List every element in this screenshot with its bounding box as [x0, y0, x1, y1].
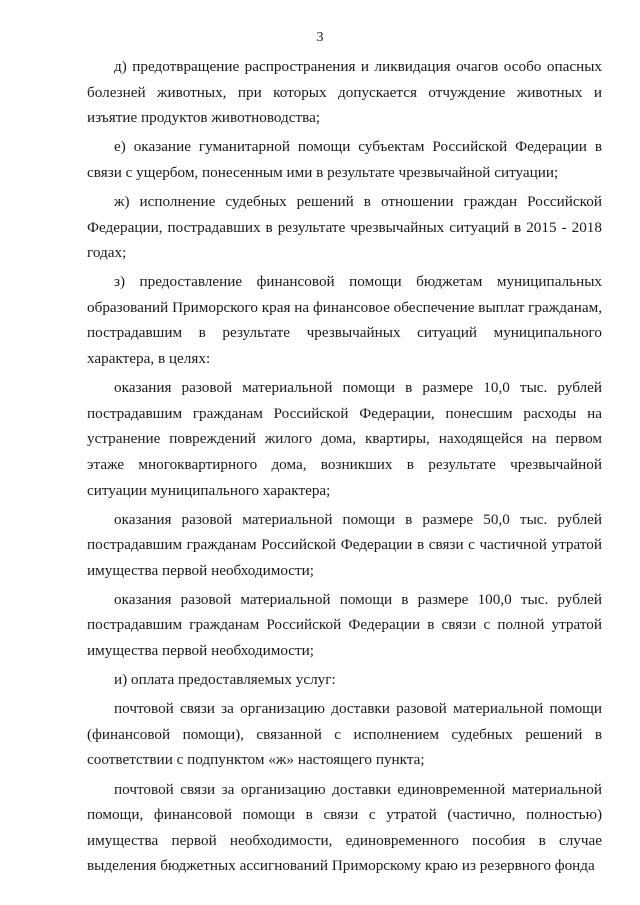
page-number: 3 — [316, 30, 324, 45]
paragraph-i-item-1: почтовой связи за организацию доставки разовой материальной помощи (финансовой помощи), связанной с исполнением судебных решений в соответствии с подпунктом «ж» настоящего пункта; — [87, 700, 602, 769]
paragraph-d: д) предотвращение распространения и ликвидация очагов особо опасных болезней животных, при которых допускается отчуждение животных и изъятие продуктов животноводства; — [87, 58, 602, 127]
paragraph-z-item-3: оказания разовой материальной помощи в размере 100,0 тыс. рублей пострадавшим гражданам Российской Федерации в связи с полной утратой имущества первой необходимости; — [87, 590, 602, 660]
paragraph-zh: ж) исполнение судебных решений в отношении граждан Российской Федерации, пострадавших в результате чрезвычайных ситуаций в 2015 - 2018 годах; — [87, 192, 602, 262]
paragraph-z-item-2: оказания разовой материальной помощи в размере 50,0 тыс. рублей пострадавшим гражданам Российской Федерации в связи с частичной утратой имущества первой необходимости; — [87, 510, 602, 579]
paragraph-z-item-1: оказания разовой материальной помощи в размере 10,0 тыс. рублей пострадавшим гражданам Российской Федерации, понесшим расходы на устранение повреждений жилого дома, квартиры, находящейся на первом этаже многоквартирного дома, возникших в результате чрезвычайной ситуации муниципального характера; — [87, 379, 602, 499]
paragraph-i-item-2: почтовой связи за организацию доставки единовременной материальной помощи, финансовой помощи в связи с утратой (частично, полностью) имущества первой необходимости, единовременного пособия в случае выделения бюджетных ассигнований Приморскому краю из резервного фонда — [87, 780, 602, 875]
document-body — [87, 54, 602, 882]
paragraph-z: з) предоставление финансовой помощи бюджетам муниципальных образований Приморского края на финансовое обеспечение выплат гражданам, пострадавшим в результате чрезвычайных ситуаций муниципального характера, в целях: — [87, 273, 602, 368]
paragraph-i: и) оплата предоставляемых услуг: — [114, 671, 336, 689]
paragraph-e: е) оказание гуманитарной помощи субъектам Российской Федерации в связи с ущербом, понесенным ими в результате чрезвычайной ситуации; — [87, 138, 602, 181]
